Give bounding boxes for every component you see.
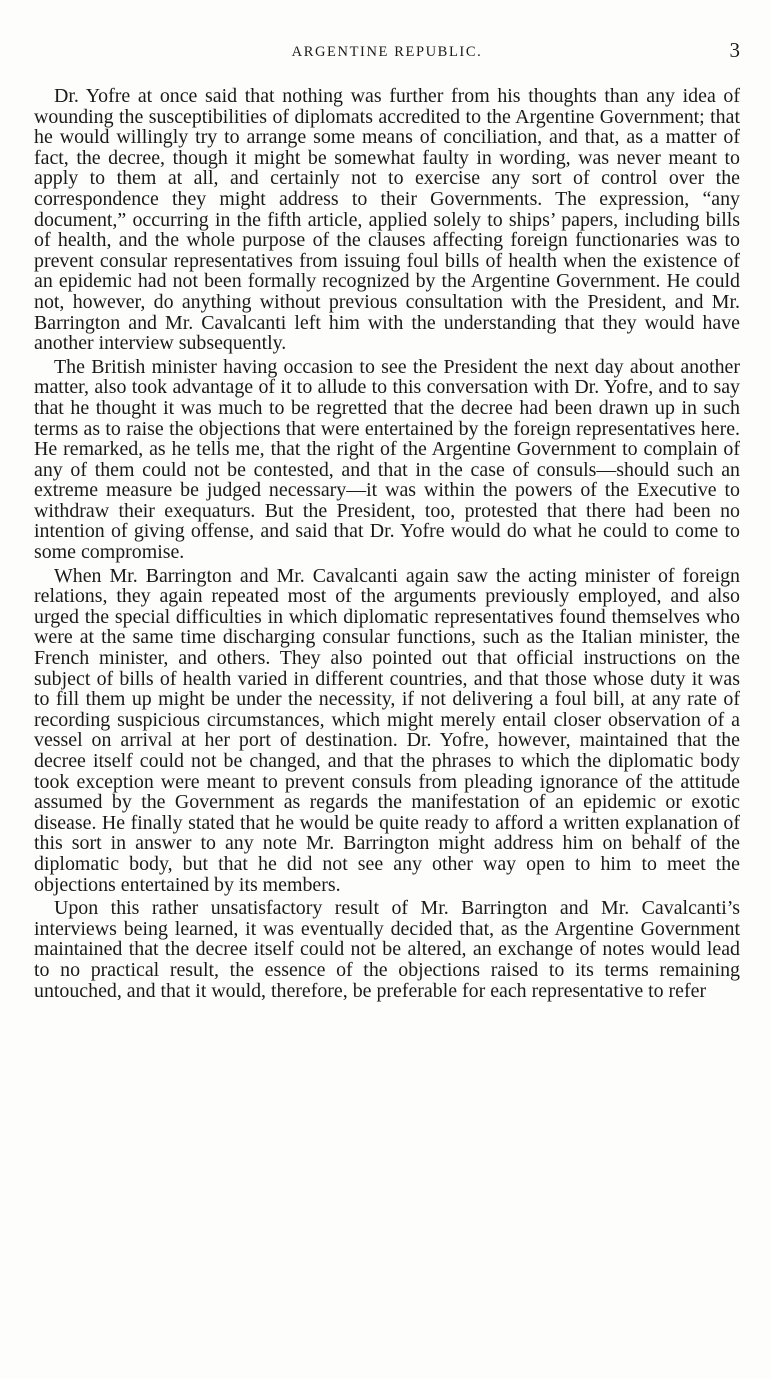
running-title: ARGENTINE REPUBLIC. bbox=[291, 44, 483, 60]
body-text bbox=[34, 86, 740, 1001]
page-number: 3 bbox=[729, 38, 740, 62]
paragraph-second-meeting: When Mr. Barrington and Mr. Cavalcanti again saw the acting minister of foreign relations, they again repeated most of the arguments previously employed, and also urged the special difficulties in which diplomatic representatives found themselves who were at the same time discharging consular functions, such as the Italian minister, the French minister, and others. They also pointed out that official instructions on the subject of bills of health varied in different countries, and that those whose duty it was to fill them up might be under the necessity, if not delivering a foul bill, at any rate of recording suspicious circumstances, which might merely entail closer observation of a vessel on arrival at her port of destination. Dr. Yofre, however, maintained that the decree itself could not be changed, and that the phrases to which the diplomatic body took exception were meant to prevent consuls from pleading ignorance of the attitude assumed by the Government as regards the manifestation of an epidemic or exotic disease. He finally stated that he would be quite ready to afford a written explanation of this sort in answer to any note Mr. Barrington might address him on behalf of the diplomatic body, but that he did not see any other way open to him to meet the objections entertained by its members. bbox=[34, 564, 740, 896]
paragraph-yofre-response: Dr. Yofre at once said that nothing was further from his thoughts than any idea of wounding the susceptibilities of diplomats accredited to the Argentine Government; that he would willingly try to arrange some means of conciliation, and that, as a matter of fact, the decree, though it might be somewhat faulty in wording, was never meant to apply to them at all, and certainly not to exercise any sort of control over the correspondence they might address to their Governments. The expression, “any document,” occurring in the fifth article, applied solely to ships’ papers, including bills of health, and the whole purpose of the clauses affecting foreign functionaries was to prevent consular representatives from issuing foul bills of health when the existence of an epidemic had not been formally recognized by the Argentine Government. He could not, however, do anything without previous consultation with the President, and Mr. Barrington and Mr. Cavalcanti left him with the understanding that they would have another interview subsequently. bbox=[34, 85, 740, 355]
paragraph-decision: Upon this rather unsatisfactory result of Mr. Barrington and Mr. Cavalcanti’s interviews being learned, it was eventually decided that, as the Argentine Government maintained that the decree itself could not be altered, an exchange of notes would lead to no practical result, the essence of the objections raised to its terms remaining untouched, and that it would, therefore, be preferable for each representative to refer bbox=[34, 897, 740, 1002]
paragraph-british-minister: The British minister having occasion to see the President the next day about another matter, also took advantage of it to allude to this conversation with Dr. Yofre, and to say that he thought it was much to be regretted that the decree had been drawn up in such terms as to raise the objections that were entertained by the foreign representatives here. He remarked, as he tells me, that the right of the Argentine Government to complain of any of them could not be contested, and that in the case of consuls—should such an extreme measure be judged necessary—it was within the powers of the Executive to withdraw their exequaturs. But the President, too, protested that there had been no intention of giving offense, and said that Dr. Yofre would do what he could to come to some compromise. bbox=[34, 355, 740, 564]
running-header bbox=[34, 38, 740, 66]
